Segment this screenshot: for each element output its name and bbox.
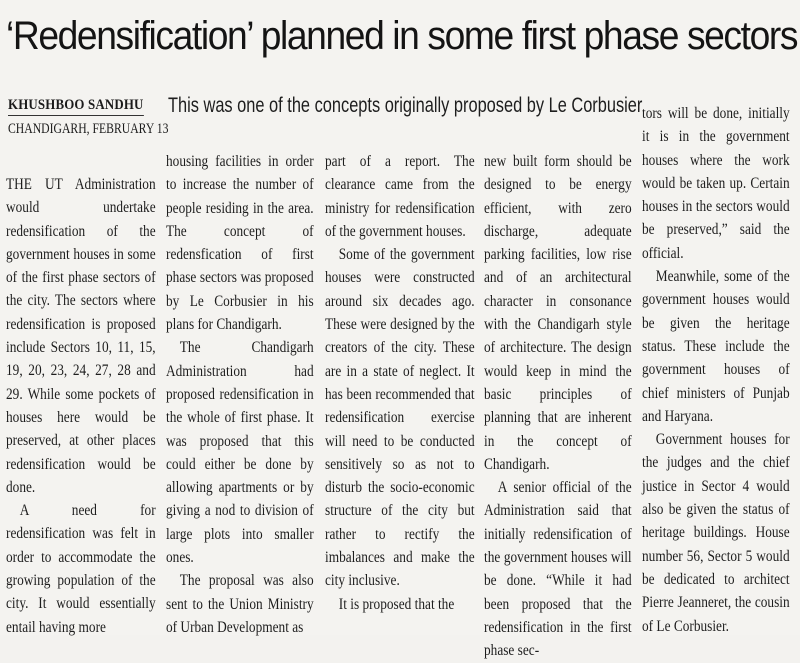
paragraph: tors will be done, initially it is in the government houses where the work would be taken up. Certain houses in the sectors would be preserved,” said the official. [642,105,790,262]
byline [8,96,169,138]
column-1 [6,173,156,639]
column-2 [166,150,314,639]
headline: ‘Redensification’ planned in some first phase sectors [6,14,798,58]
author: KHUSHBOO SANDHU [8,97,144,116]
subheadline: This was one of the concepts originally proposed by Le Corbusier [168,94,643,117]
paragraph: Meanwhile, some of the government houses would be given the heritage status. These include the government houses of chief ministers of Punjab and Haryana. [642,268,790,425]
paragraph: Government houses for the judges and the chief justice in Sector 4 would also be given the status of heritage buildings. House number 56, Sector 5 would be dedicated to architect Pierre Jeanneret, the cousin of Le Corbusier. [642,431,790,635]
paragraph: A need for redensification was felt in order to accommodate the growing population of the city. It would essentially entail having more [6,502,156,636]
paragraph: THE UT Administration would undertake redensification of the government houses in some of the first phase sectors of the city. The sectors where redensification is proposed include Sectors 10, 11, 15, 19, 20, 23, 24, 27, 28 and 29. While some pockets of houses here would be preserved, at other places redensification would be done. [6,176,156,496]
paragraph: Some of the government houses were constructed around six decades ago. These were designed by the creators of the city. These are in a state of neglect. It has been recommended that redensification exercise will need to be conducted sensitively so as not to disturb the socio-economic structure of the city but rather to rectify the imbalances and make the city inclusive. [325,246,475,590]
paragraph: new built form should be designed to be energy efficient, with zero discharge, adequate parking facilities, low rise and of an architectural character in consonance with the Chandigarh style of architecture. The design would keep in mind the basic principles of planning that are inherent in the concept of Chandigarh. [484,153,632,473]
column-4 [484,150,632,663]
paragraph: The proposal was also sent to the Union Ministry of Urban Development as [166,572,314,636]
paragraph: The Chandigarh Administration had proposed redensification in the whole of first phase. It was proposed that this could either be done by allowing apartments or by giving a nod to division of large plots into smaller ones. [166,339,314,567]
dateline: CHANDIGARH, FEBRUARY 13 [8,121,169,137]
column-3 [325,150,475,616]
paragraph: A senior official of the Administration said that initially redensification of the government houses will be done. “While it had been proposed that the redensification in the first phase sec- [484,479,632,660]
paragraph: part of a report. The clearance came from the ministry for redensification of the government houses. [325,153,475,240]
paragraph: It is proposed that the [338,595,455,613]
column-5 [642,102,790,638]
paragraph: housing facilities in order to increase the number of people residing in the area. The concept of redensfication of first phase sectors was proposed by Le Corbusier in his plans for Chandigarh. [166,153,314,334]
